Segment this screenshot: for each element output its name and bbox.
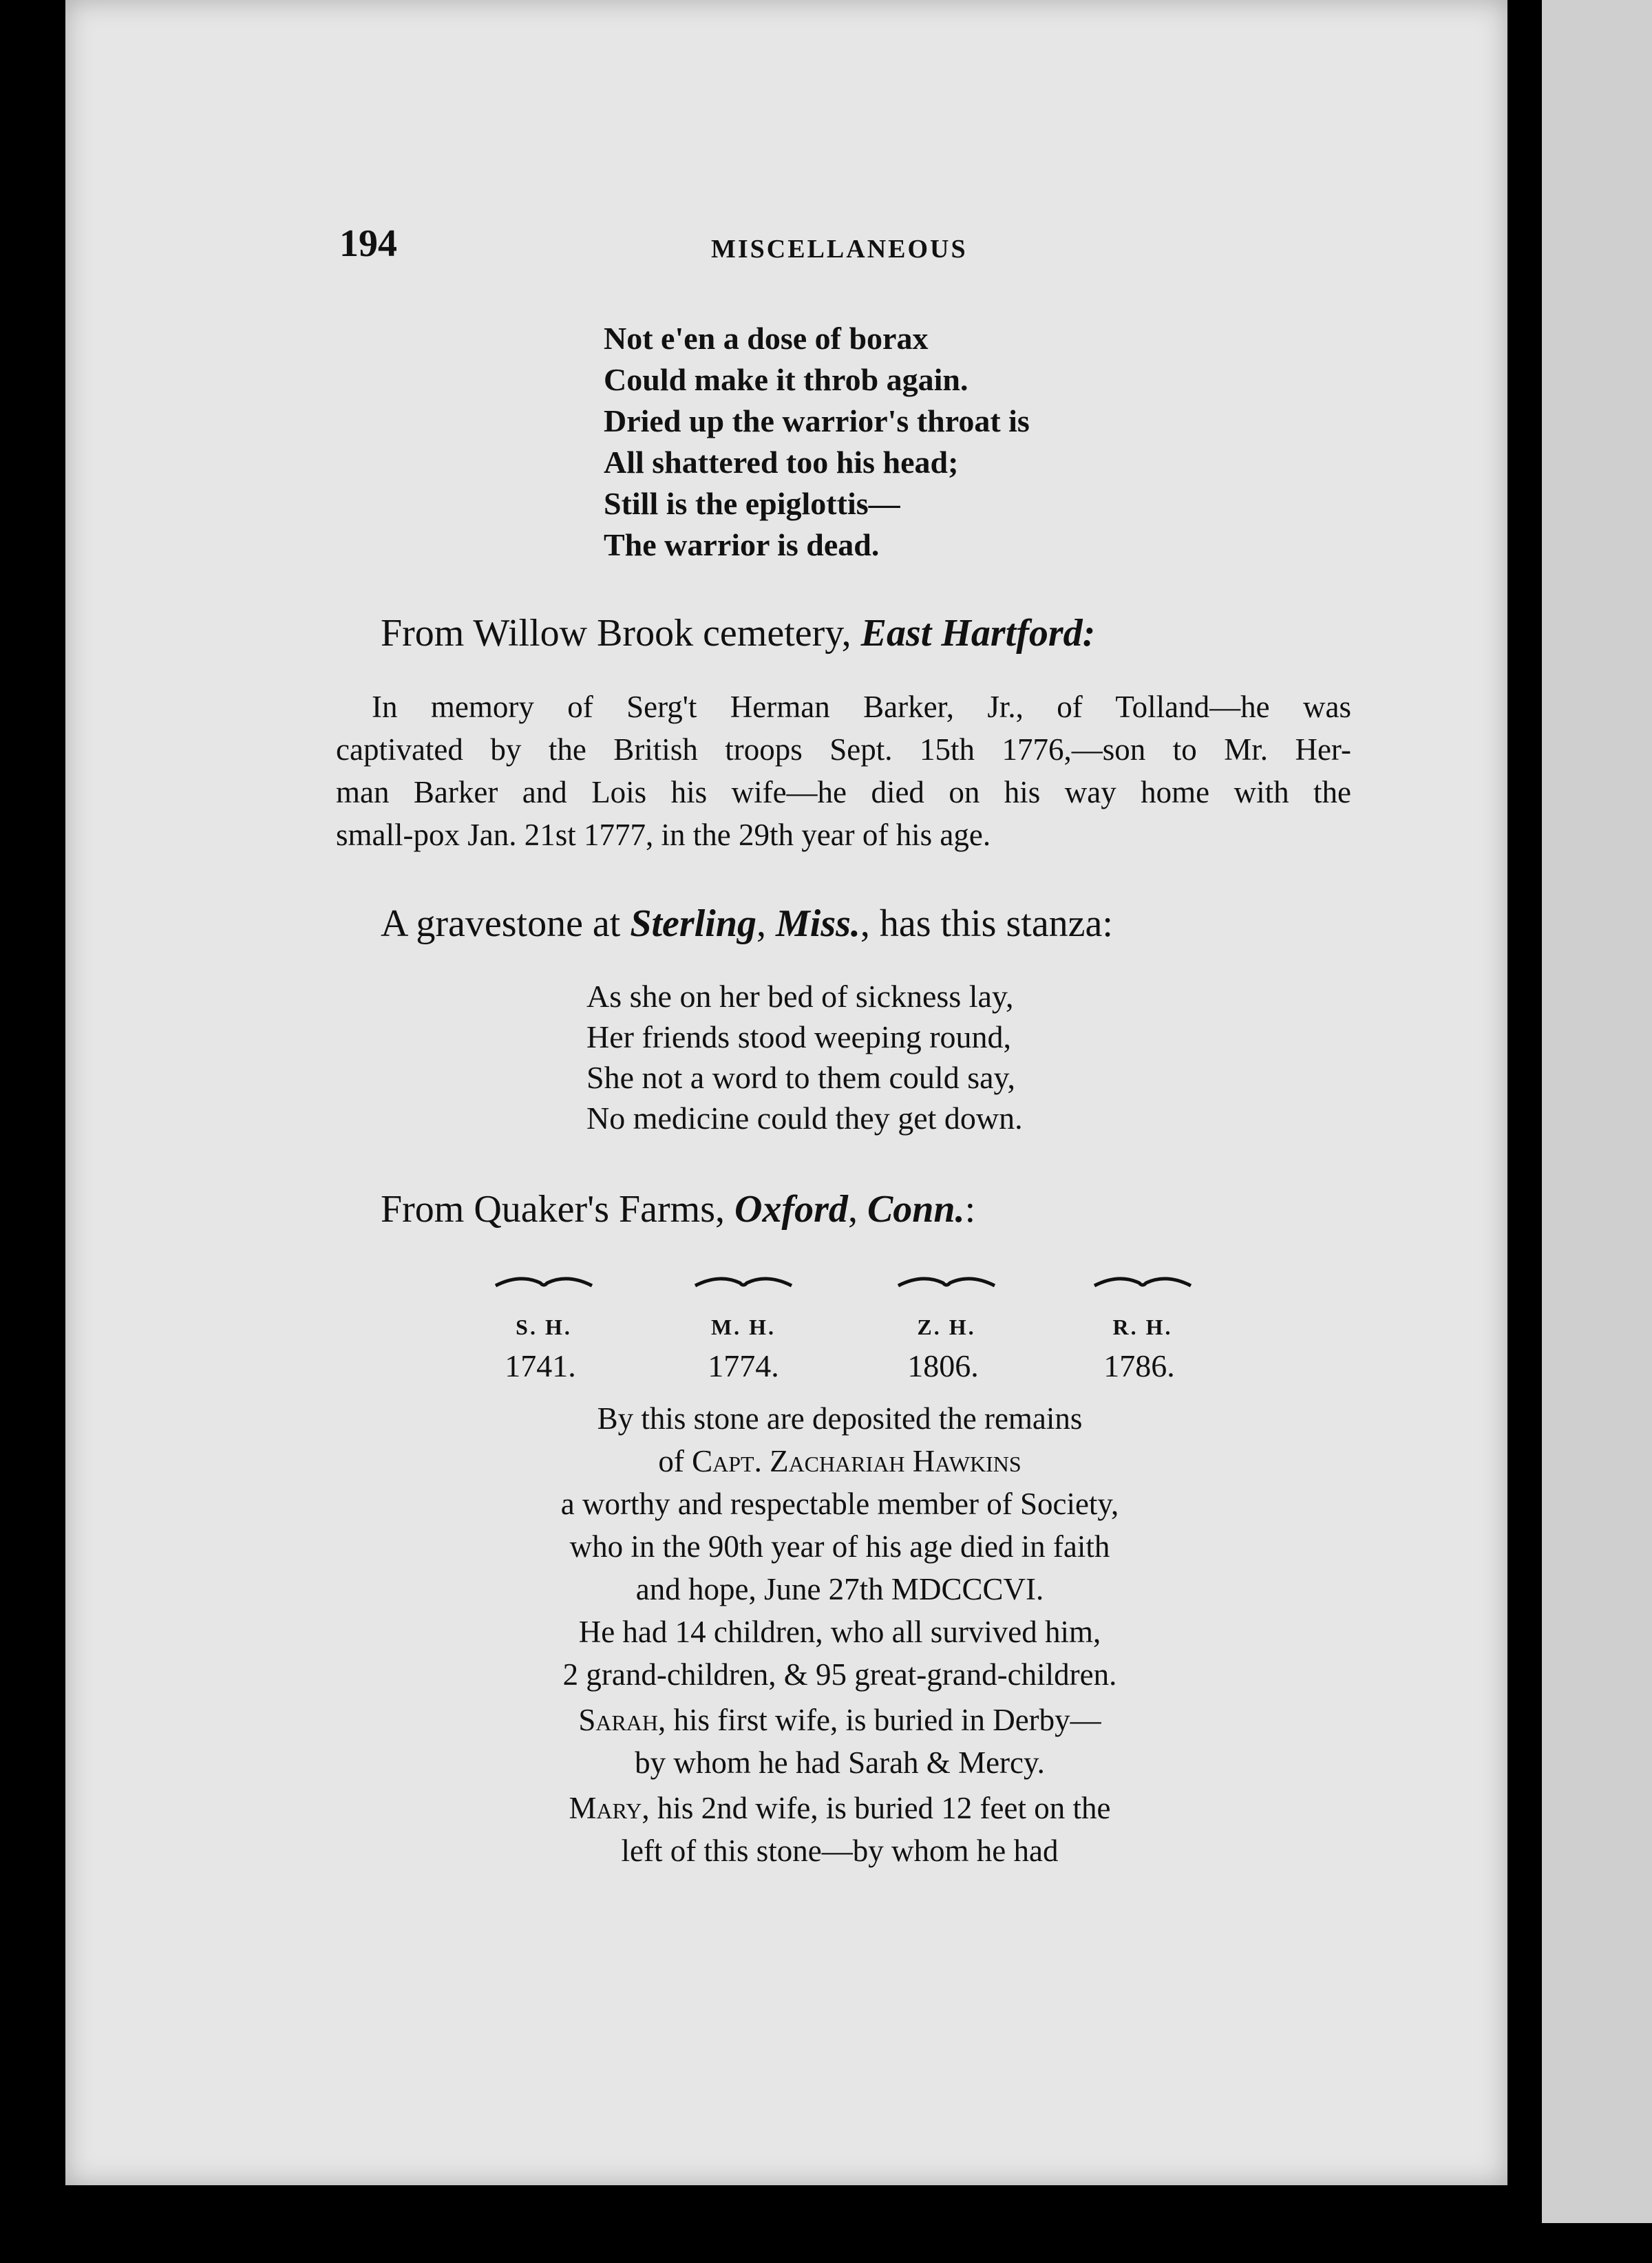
epitaph-text: , his first wife, is buried in Derby—	[658, 1703, 1101, 1737]
stone-initials: R. H.	[1112, 1315, 1173, 1339]
epitaph-line	[441, 1787, 1239, 1829]
epitaph-text: , his 2nd wife, is buried 12 feet on the	[642, 1791, 1111, 1825]
stone-year: 1806.	[907, 1348, 979, 1383]
verse-line: No medicine could they get down.	[586, 1101, 1023, 1136]
epitaph-name: Mary	[569, 1791, 642, 1825]
heading-colon: :	[964, 1188, 976, 1231]
heading-comma: ,	[756, 902, 766, 945]
heading-text: From Quaker's Farms,	[381, 1188, 726, 1231]
paragraph-line: In memory of Serg't Herman Barker, Jr., of Tolland—he was	[372, 690, 1351, 724]
epitaph-text: of	[658, 1444, 684, 1478]
epitaph-name: Sarah	[578, 1703, 659, 1737]
heading-place: Sterling	[630, 902, 756, 945]
heading-place: East Hartford:	[860, 612, 1096, 655]
verse-line: Still is the epiglottis—	[604, 486, 900, 521]
heading-place: Miss.	[775, 902, 860, 945]
heading-comma: ,	[847, 1188, 858, 1231]
swash-ornament-icon	[895, 1272, 998, 1293]
heading-place: Conn.	[867, 1188, 965, 1231]
epitaph-line	[441, 1440, 1239, 1483]
facing-page-edge	[1542, 0, 1652, 2223]
epitaph-line	[441, 1699, 1239, 1741]
paragraph-line: small-pox Jan. 21st 1777, in the 29th year of his age.	[336, 818, 991, 852]
stone-year: 1741.	[505, 1348, 576, 1383]
verse-line: She not a word to them could say,	[586, 1060, 1016, 1095]
section-heading	[381, 1187, 975, 1231]
epitaph	[441, 1397, 1239, 1872]
verse-line: All shattered too his head;	[604, 445, 959, 480]
stone-year: 1786.	[1103, 1348, 1175, 1383]
verse-line: Not e'en a dose of borax	[604, 321, 929, 356]
heading-text: From Willow Brook cemetery,	[381, 612, 851, 655]
inscription-paragraph	[336, 686, 1351, 856]
epitaph-line: who in the 90th year of his age died in faith	[569, 1529, 1110, 1564]
page-number: 194	[339, 222, 397, 265]
verse-line: Her friends stood weeping round,	[586, 1019, 1012, 1054]
running-title: MISCELLANEOUS	[711, 235, 968, 264]
verse-line: As she on her bed of sickness lay,	[586, 979, 1014, 1014]
stone-initials: S. H.	[516, 1315, 572, 1339]
swash-ornament-icon	[492, 1272, 595, 1293]
heading-text: A gravestone at	[381, 902, 621, 945]
stone-initials: M. H.	[710, 1315, 776, 1339]
page-gutter	[1507, 0, 1542, 2263]
epitaph-line: He had 14 children, who all survived him,	[578, 1615, 1101, 1649]
section-heading	[381, 611, 1095, 655]
epitaph-line: by whom he had Sarah & Mercy.	[635, 1745, 1045, 1780]
paragraph-line: man Barker and Lois his wife—he died on his way home with the	[336, 775, 1351, 809]
epitaph-name: Capt. Zachariah Hawkins	[692, 1444, 1021, 1478]
swash-ornament-icon	[1091, 1272, 1194, 1293]
stone-initials: Z. H.	[917, 1315, 976, 1339]
paragraph-line: captivated by the British troops Sept. 15th 1776,—son to Mr. Her-	[336, 732, 1351, 767]
epitaph-line: By this stone are deposited the remains	[597, 1401, 1083, 1436]
epitaph-line: left of this stone—by whom he had	[621, 1834, 1059, 1868]
epitaph-line: 2 grand-children, & 95 great-grand-children.	[562, 1657, 1117, 1692]
heading-text: , has this stanza:	[860, 902, 1113, 945]
epitaph-line: and hope, June 27th MDCCCVI.	[635, 1572, 1044, 1606]
section-heading	[381, 902, 1113, 946]
swash-ornament-icon	[692, 1272, 795, 1293]
epitaph-line: a worthy and respectable member of Society,	[560, 1487, 1119, 1521]
verse-line: Could make it throb again.	[604, 362, 968, 397]
heading-place: Oxford	[734, 1188, 848, 1231]
stone-year: 1774.	[708, 1348, 779, 1383]
poem-stanza	[604, 318, 1030, 566]
verse-line: The warrior is dead.	[604, 527, 880, 562]
verse-line: Dried up the warrior's throat is	[604, 403, 1030, 438]
stanza	[586, 976, 1023, 1138]
